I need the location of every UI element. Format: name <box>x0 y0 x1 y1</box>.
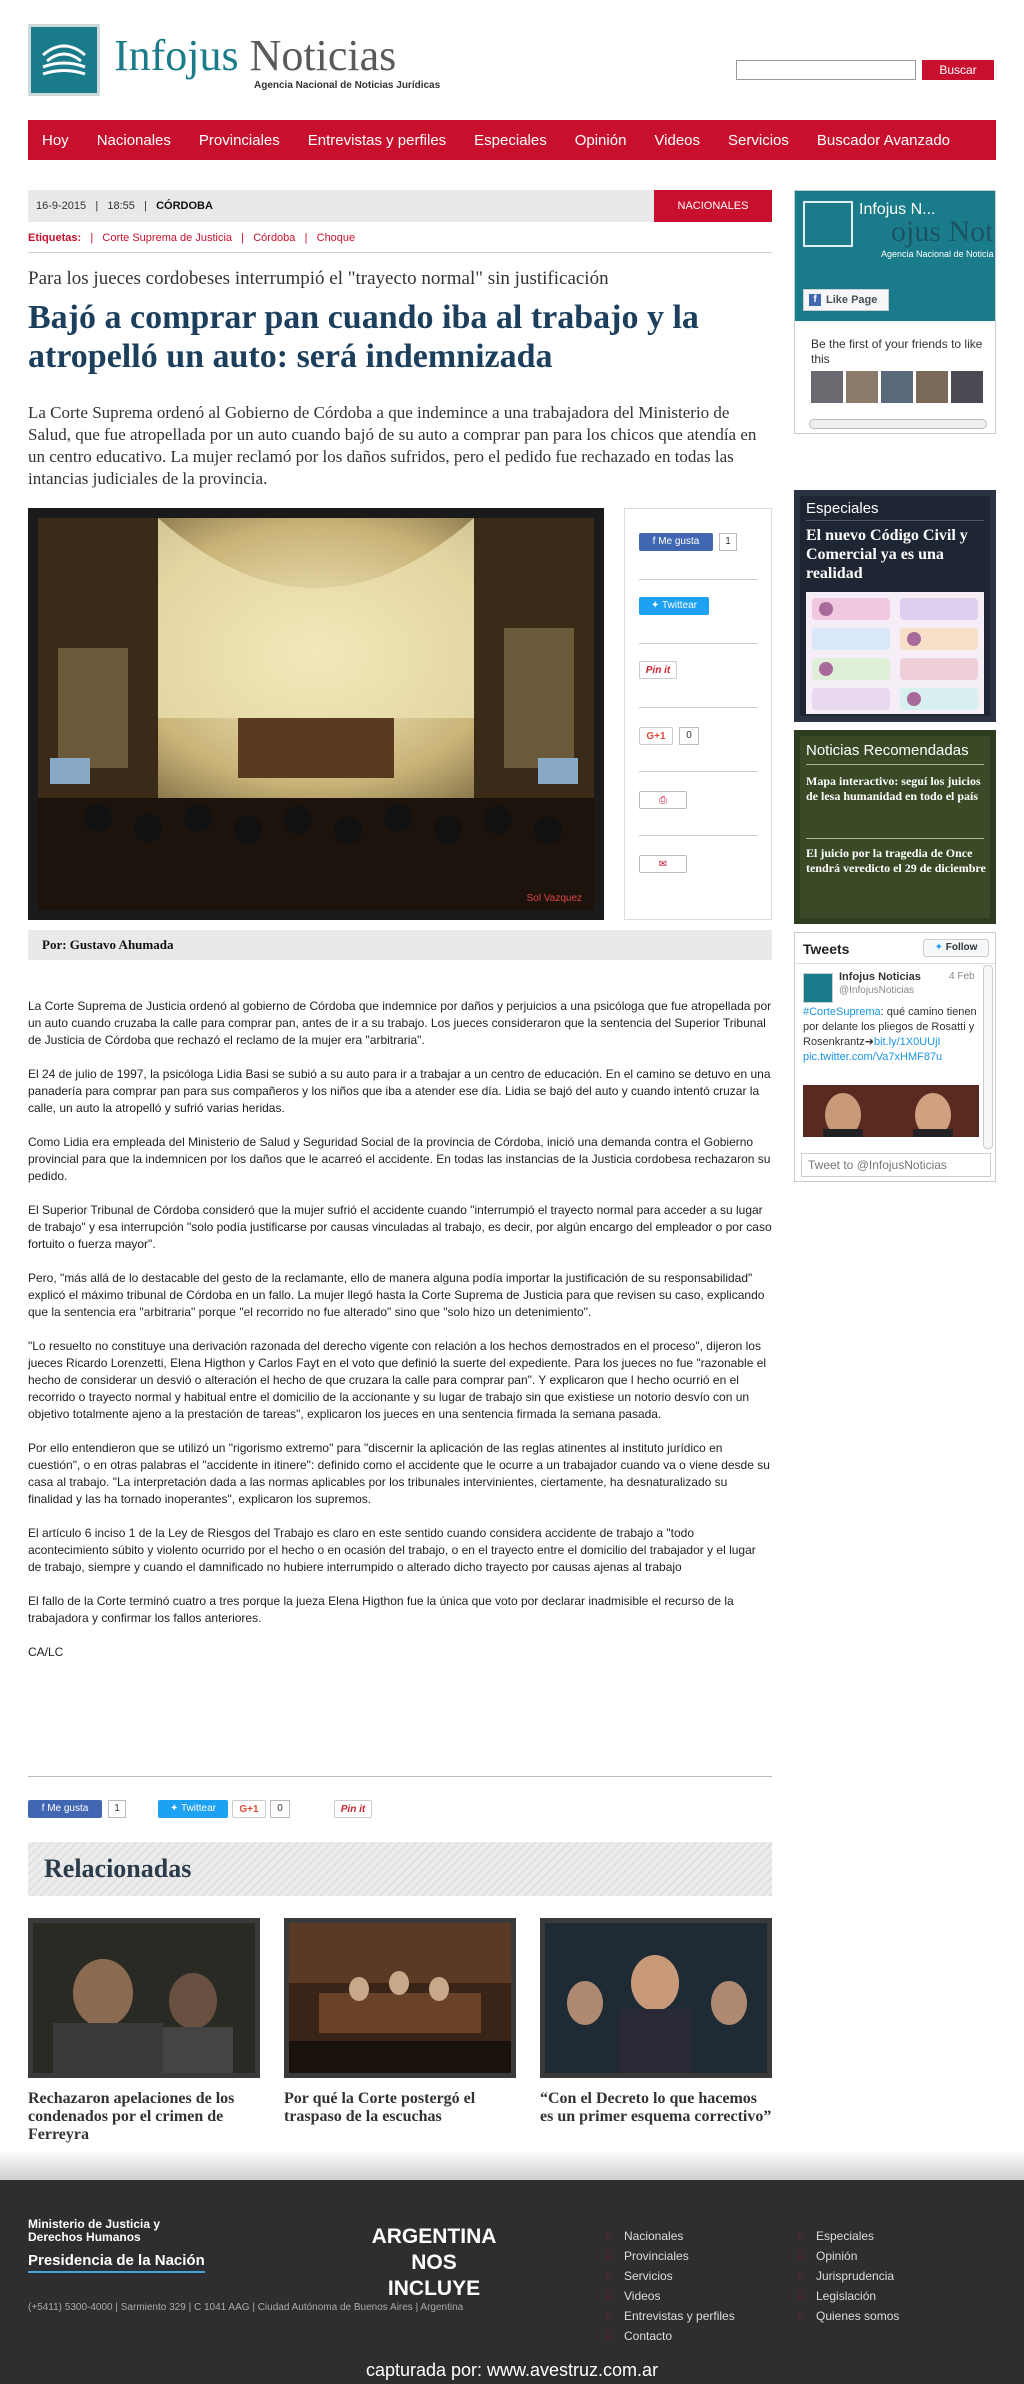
follow-label: Follow <box>945 942 978 953</box>
logo-second: Noticias <box>249 31 397 80</box>
article-paragraph: El fallo de la Corte terminó cuatro a tres porque la jueza Elena Higthon fue la única que voto por declarar inadmisible el recurso de la trabajadora y confirmar los fallos anteriores. <box>28 1594 734 1625</box>
fb-label: Me gusta <box>47 1803 89 1814</box>
fb-friends-text: Be the first of your friends to like this <box>811 337 983 366</box>
nav-nacionales[interactable]: Nacionales <box>96 131 171 149</box>
related-image[interactable] <box>284 1918 516 2078</box>
recomendada-link[interactable]: El juicio por la tragedia de Once tendrá veredicto el 29 de diciembre <box>806 846 986 875</box>
footer-link[interactable]: :: Provinciales <box>606 2246 735 2266</box>
related-heading: Relacionadas <box>44 1854 192 1883</box>
tweet-date[interactable]: 4 Feb <box>949 971 975 982</box>
ministerio-label[interactable]: Ministerio de Justicia y Derechos Humanos <box>28 2217 161 2244</box>
related-card[interactable] <box>28 1918 260 2144</box>
recomendada-link[interactable]: Mapa interactivo: seguí los juicios de lesa humanidad en todo el país <box>806 774 981 803</box>
article-headline: Bajó a comprar pan cuando iba al trabajo y la atropelló un auto: será indemnizada <box>28 299 699 375</box>
article-date: 16-9-2015 <box>36 200 87 212</box>
nav-videos[interactable]: Videos <box>654 131 701 149</box>
tweet-link[interactable]: bit.ly/1X0UUjI <box>873 1036 941 1048</box>
article-paragraph: El artículo 6 inciso 1 de la Ley de Riesgos del Trabajo es claro en este sentido cuando considera accidente de trabajo a "todo acontecimiento súbito y violento ocurrido por el hecho o en ocasión del trabajo, o en el trayecto entre el domicilio del trabajador y el lugar de trabajo, siempre y cuando el damnificado no hubiere interrumpido o alterado dicho trayecto por causas ajenas al trabajo <box>28 1526 756 1574</box>
logo-tagline: Agencia Nacional de Noticias Jurídicas <box>254 80 441 91</box>
article-paragraph: El 24 de julio de 1997, la psicóloga Lidia Basi se subió a su auto para ir a trabajar a un centro de educación. En el camino se detuvo en una panadería para comprar pan para sus compañeros y los niños que iba a atender ese día. Lidia se bajó del auto y cuando intentó cruzar la calle, un auto la atropelló y sufrió varias heridas. <box>28 1067 771 1115</box>
tag-link[interactable]: Choque <box>316 232 356 244</box>
site-footer <box>0 2180 1024 2384</box>
tweet-author-name[interactable]: Infojus Noticias <box>839 971 921 983</box>
divider <box>795 963 995 964</box>
nav-especiales[interactable]: Especiales <box>474 131 547 149</box>
divider <box>639 835 757 836</box>
especiales-widget <box>794 490 996 722</box>
article-signature: CA/LC <box>28 1645 64 1659</box>
tags-label: Etiquetas: <box>28 232 82 244</box>
fb-cover-sub: Agencia Nacional de Noticia <box>881 249 994 259</box>
site-header <box>28 24 996 102</box>
tw-label: Twittear <box>661 600 697 611</box>
fb-cover-text: ojus Not <box>891 215 994 248</box>
fb-page-name[interactable]: Infojus N... <box>859 201 936 218</box>
tweets-scrollbar[interactable] <box>983 965 993 1149</box>
pinterest-button[interactable]: Pin it <box>334 1800 372 1818</box>
tag-link[interactable]: Corte Suprema de Justicia <box>102 232 233 244</box>
article-paragraph: Como Lidia era empleada del Ministerio de Salud y Seguridad Social de la provincia de Córdoba, inició una demanda contra el Gobierno provincial para que la indemnicen por los daños que le acarreó el accidente. En todas las instancias de la Justicia cordobesa rechazaron su pedido. <box>28 1135 771 1183</box>
related-title[interactable]: Rechazaron apelaciones de los condenados por el crimen de Ferreyra <box>28 2090 235 2143</box>
article-location: CÓRDOBA <box>156 200 213 212</box>
fb-count: 1 <box>719 533 737 551</box>
footer-link[interactable]: :: Entrevistas y perfiles <box>606 2306 735 2326</box>
pinterest-button[interactable]: Pin it <box>639 661 677 679</box>
tag-link[interactable]: Córdoba <box>253 232 296 244</box>
tweet-hashtag[interactable]: #CorteSuprema <box>803 1006 881 1018</box>
facebook-icon: f <box>652 536 656 547</box>
avatar[interactable] <box>803 973 833 1003</box>
logo-main: Infojus <box>114 31 239 80</box>
article-author: Por: Gustavo Ahumada <box>28 930 772 960</box>
divider <box>639 643 757 644</box>
twitter-widget <box>794 932 996 1182</box>
email-button[interactable] <box>639 855 687 873</box>
tags-row: Etiquetas: | Corte Suprema de Justicia | Córdoba | Choque <box>28 232 356 244</box>
divider <box>806 764 984 765</box>
twitter-tweet-button[interactable] <box>639 597 709 615</box>
courtroom-image <box>38 518 594 910</box>
avatar[interactable] <box>811 371 843 403</box>
twitter-icon: ✦ <box>169 1803 179 1814</box>
divider <box>639 579 757 580</box>
related-card[interactable] <box>284 1918 516 2126</box>
divider <box>806 838 984 839</box>
article-paragraph: La Corte Suprema de Justicia ordenó al gobierno de Córdoba que indemnice por daños y perjuicios a una psicóloga que fue atropellada por un auto cuando cruzaba la calle para comprar pan, antes de ir a su trabajo. Los jueces consideraron que la sentencia del Superior Tribunal de Justicia de Córdoba que rechazó el reclamo de la mujer era "arbitraria". <box>28 999 772 1047</box>
avatar[interactable] <box>846 371 878 403</box>
argentina-line2: NOS INCLUYE <box>387 2251 481 2300</box>
footer-link[interactable]: :: Legislación <box>798 2286 899 2306</box>
google-plus-button[interactable]: G+1 <box>639 727 673 745</box>
especiales-heading: Especiales <box>806 500 879 517</box>
photo-credit: Sol Vazquez <box>526 893 582 904</box>
tweets-heading: Tweets <box>803 941 850 957</box>
divider <box>28 252 772 253</box>
main-nav <box>28 120 996 160</box>
logo-wordmark[interactable] <box>114 31 397 80</box>
like-page-button[interactable] <box>803 289 889 311</box>
footer-link[interactable]: :: Opinión <box>798 2246 899 2266</box>
tweet-to-input[interactable]: Tweet to @InfojusNoticias <box>801 1153 991 1177</box>
article-paragraph: Pero, "más allá de lo destacable del gesto de la reclamante, ello de manera alguna podía importar la justificación de su responsabilidad" explicó el máximo tribunal de Córdoba en un fallo. La mujer llegó hasta la Corte Suprema de Justicia para que revisen su caso, explicando que la sentencia era "arbitraria" porque "el recorrido no fue alterado" sino que "solo hizo un detenimiento". <box>28 1271 765 1319</box>
facebook-icon: f <box>809 294 821 306</box>
related-image[interactable] <box>28 1918 260 2078</box>
nav-buscador-avanzado[interactable]: Buscador Avanzado <box>816 131 951 149</box>
print-button[interactable] <box>639 791 687 809</box>
recomendadas-widget <box>794 730 996 924</box>
footer-link[interactable]: :: Nacionales <box>606 2226 735 2246</box>
fb-avatars <box>811 371 983 403</box>
related-header <box>28 1842 772 1896</box>
nav-opinion[interactable]: Opinión <box>574 131 627 149</box>
related-image[interactable] <box>540 1918 772 2078</box>
footer-link[interactable]: :: Contacto <box>606 2326 735 2346</box>
divider <box>28 1776 772 1777</box>
presidencia-label[interactable]: Presidencia de la Nación <box>28 2252 205 2273</box>
fb-count: 1 <box>108 1800 126 1818</box>
capture-watermark: capturada por: www.avestruz.com.ar <box>365 2360 659 2380</box>
divider <box>639 771 757 772</box>
infojus-logo-icon[interactable] <box>28 24 100 96</box>
facebook-cover[interactable] <box>795 191 995 321</box>
article-kicker: Para los jueces cordobeses interrumpió el "trayecto normal" sin justificación <box>28 268 609 289</box>
divider <box>806 520 984 521</box>
nav-provinciales[interactable]: Provinciales <box>198 131 280 149</box>
gp-count: 0 <box>270 1800 290 1818</box>
article-photo <box>28 508 604 920</box>
facebook-page-widget <box>794 190 996 434</box>
fb-scrollbar[interactable] <box>809 419 987 429</box>
footer-link[interactable]: :: Videos <box>606 2286 735 2306</box>
tweet-media-link[interactable]: pic.twitter.com/Va7xHMF87u <box>803 1051 943 1063</box>
envelope-icon: ✉ <box>658 859 668 870</box>
related-card[interactable] <box>540 1918 772 2126</box>
article-paragraph: Por ello entendieron que se utilizó un "rigorismo extremo" para "discernir la aplicación de las reglas atinentes al instituto jurídico en cuestión", o en otras palabras el "accidente in itinere": definido como el accidente que le ocurre a un trabajador cuando va o viene desde su casa al trabajo. "La interpretación dada a las normas aplicables por los tribunales intervinientes, ciertamente, ha desnaturalizado su finalidad y las ha tornado inoperantes", explicaron los supremos. <box>28 1441 770 1506</box>
twitter-tweet-button[interactable] <box>158 1800 228 1818</box>
article-time: 18:55 <box>107 200 135 212</box>
search-button[interactable]: Buscar <box>922 60 994 80</box>
section-badge[interactable]: NACIONALES <box>654 190 772 222</box>
bottom-share-row <box>28 1800 772 1820</box>
avatar[interactable] <box>916 371 948 403</box>
divider <box>639 707 757 708</box>
article-paragraph: "Lo resuelto no constituye una derivación razonada del derecho vigente con relación a los hechos demostrados en el proceso", dijeron los jueces Ricardo Lorenzetti, Elena Higthon y Carlos Fayt en el voto que definió la suerte del expediente. Para los jueces no fue "razonable el hecho de considerar un desvió o alteración el hecho de que cruzara la calle para comprar pan". Y explicaron que l hecho ocurrió en el recorrido o trayecto normal y habitual entre el domicilio de la accionante y su lugar de trabajo sin que existiese un notorio desvío con un objetivo totalmente ajeno a la prestación de tareas", explicaron los jueces en una sentencia firmada la semana pasada. <box>28 1339 767 1421</box>
avatar[interactable] <box>881 371 913 403</box>
article-meta-bar: 16-9-2015 | 18:55 | CÓRDOBA <box>28 190 772 222</box>
footer-links-col1 <box>606 2226 735 2346</box>
footer-link[interactable]: :: Quienes somos <box>798 2306 899 2326</box>
tweet-author-handle[interactable]: @InfojusNoticias <box>839 985 915 996</box>
like-page-label: Like Page <box>826 294 878 306</box>
facebook-like-button[interactable] <box>28 1800 102 1818</box>
argentina-logo[interactable] <box>364 2224 504 2302</box>
article-paragraph: El Superior Tribunal de Córdoba consideró que la mujer sufrió el accidente cuando "interrumpió el trayecto normal para acceder a su lugar de trabajo" y esa interrupción "solo podía justificarse por causas vinculadas al trabajo, es decir, por algún encargo del empleador o por caso fortuito o fuerza mayor". <box>28 1203 772 1251</box>
twitter-icon: ✦ <box>650 600 660 611</box>
tweet-text <box>803 1005 979 1065</box>
footer-link[interactable]: :: Especiales <box>798 2226 899 2246</box>
infojus-logo-icon <box>803 201 853 247</box>
google-plus-button[interactable]: G+1 <box>232 1800 266 1818</box>
facebook-like-button[interactable] <box>639 533 713 551</box>
nav-servicios[interactable]: Servicios <box>728 131 789 149</box>
nav-hoy[interactable]: Hoy <box>42 131 69 149</box>
footer-link[interactable]: :: Servicios <box>606 2266 735 2286</box>
argentina-line1: ARGENTINA <box>371 2225 497 2248</box>
footer-link[interactable]: :: Jurisprudencia <box>798 2266 899 2286</box>
tweet-body: : qué camino tienen por delante los pliegos de Rosatti y Rosenkrantz➜ <box>803 1006 977 1048</box>
printer-icon: ⎙ <box>659 795 667 806</box>
share-column <box>624 508 772 920</box>
article-body <box>28 998 772 1678</box>
nav-entrevistas[interactable]: Entrevistas y perfiles <box>307 131 447 149</box>
article-lead: La Corte Suprema ordenó al Gobierno de Córdoba a que indemince a una trabajadora del Ministerio de Salud, que fue atropellada por un auto cuando bajó de su auto a comprar pan para los chicos que atendía en un centro educativo. La mujer reclamó por los daños sufridos, pero el pedido fue rechazado en todas las intancias judiciales de la provincia. <box>28 403 757 488</box>
related-title[interactable]: Por qué la Corte postergó el traspaso de la escuchas <box>284 2090 476 2125</box>
related-title[interactable]: “Con el Decreto lo que hacemos es un primer esquema correctivo” <box>540 2090 772 2125</box>
footer-shadow <box>0 2150 1024 2180</box>
fb-label: Me gusta <box>658 536 700 547</box>
tw-label: Twittear <box>180 1803 216 1814</box>
especiales-title[interactable]: El nuevo Código Civil y Comercial ya es una realidad <box>806 527 968 582</box>
facebook-icon: f <box>41 1803 45 1814</box>
twitter-icon: ✦ <box>934 942 943 953</box>
avatar[interactable] <box>951 371 983 403</box>
especiales-image[interactable] <box>806 592 984 714</box>
twitter-follow-button[interactable] <box>923 939 989 957</box>
footer-links-col2 <box>798 2226 899 2326</box>
recomendadas-heading: Noticias Recomendadas <box>806 742 969 759</box>
search-input[interactable] <box>736 60 916 80</box>
footer-address: (+5411) 5300-4000 | Sarmiento 329 | C 1041 AAG | Ciudad Autónoma de Buenos Aires | Argentina <box>28 2302 464 2313</box>
gp-count: 0 <box>679 727 699 745</box>
tweet-media[interactable] <box>803 1085 979 1137</box>
